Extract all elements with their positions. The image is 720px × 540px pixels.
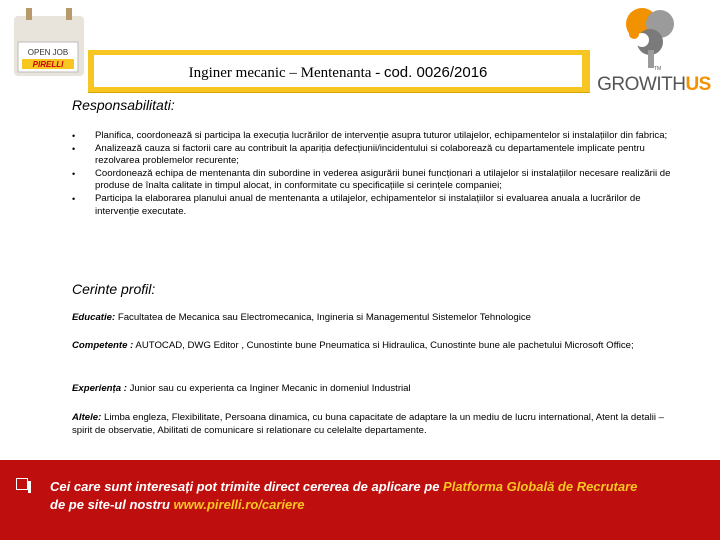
list-item: • Planifica, coordonează si participa la execuția lucrărilor de intervenție asupra tuturor utilajelor, echipamentelor si instalațiilor din fabrica; (72, 130, 668, 141)
page-title (94, 64, 582, 82)
other-paragraph: Altele: Limba engleza, Flexibilitate, Persoana dinamica, cu buna capacitate de adaptare la un mediu de lucru international, Atent la detalii – spirit de observatie, Abilitati de comunicare si relationare cu celelalte departamente. (72, 412, 664, 436)
education-paragraph: Educatie: Facultatea de Mecanica sau Electromecanica, Ingineria si Managementul Sistemelor Tehnologice (72, 312, 531, 323)
other-label: Altele: (72, 412, 102, 423)
open-job-pirelli-logo (8, 8, 88, 78)
experience-label: Experiența : (72, 383, 127, 394)
list-item: • Coordonează echipa de mentenanta din subordine in vederea asigurării bunei funcționari a utilajelor si instalațiilor necesare realizării de produse de înalta calitate in timpul alocat, in conformitate cu specificațiile si cerințele companiei; (72, 167, 671, 192)
title-code: cod. 0026/2016 (383, 64, 488, 81)
brand-tm: TM (654, 66, 662, 72)
responsibilities-list (72, 130, 682, 218)
growwithus-logo (594, 4, 714, 96)
footer-text: Cei care sunt interesați pot trimite direct cererea de aplicare pe Platforma Globală de Recrutare de pe site-ul nostru www.pirelli.ro/cariere (50, 479, 638, 512)
checkbox-bullet-icon (16, 478, 28, 490)
badge-top-text: OPEN JOB (27, 48, 69, 57)
experience-paragraph: Experiența : Junior sau cu experienta ca Inginer Mecanic in domeniul Industrial (72, 383, 411, 394)
careers-link[interactable]: www.pirelli.ro/cariere (173, 497, 305, 512)
title-main: Inginer mecanic – Mentenanta - (188, 65, 384, 81)
brand-name: GROWITHUS (597, 74, 711, 95)
education-label: Educatie: (72, 312, 116, 323)
skills-label: Competente : (72, 340, 134, 351)
footer-highlight: Platforma Globală de Recrutare (443, 479, 638, 494)
footer-banner (0, 460, 720, 540)
title-box (94, 55, 582, 87)
skills-paragraph: Competente : AUTOCAD, DWG Editor , Cunostinte bune Pneumatica si Hidraulica, Cunostinte bune ale pachetului Microsoft Office; (72, 340, 634, 351)
badge-brand-text: PIRELLI (32, 60, 64, 69)
requirements-heading: Cerinte profil: (72, 281, 156, 297)
title-bar (88, 50, 590, 93)
list-item: • Participa la elaborarea planului anual de mentenanta a utilajelor, echipamentelor si instalațiilor si evaluarea anuala a lucrărilor de intervenție executate. (72, 192, 641, 217)
responsibilities-heading: Responsabilitati: (72, 97, 175, 113)
list-item: • Analizează cauza si factorii care au contribuit la apariția defecțiunii/incidentului si colaborează cu departamentele implicate pentru rezolvarea problemelor recurente; (72, 142, 645, 167)
